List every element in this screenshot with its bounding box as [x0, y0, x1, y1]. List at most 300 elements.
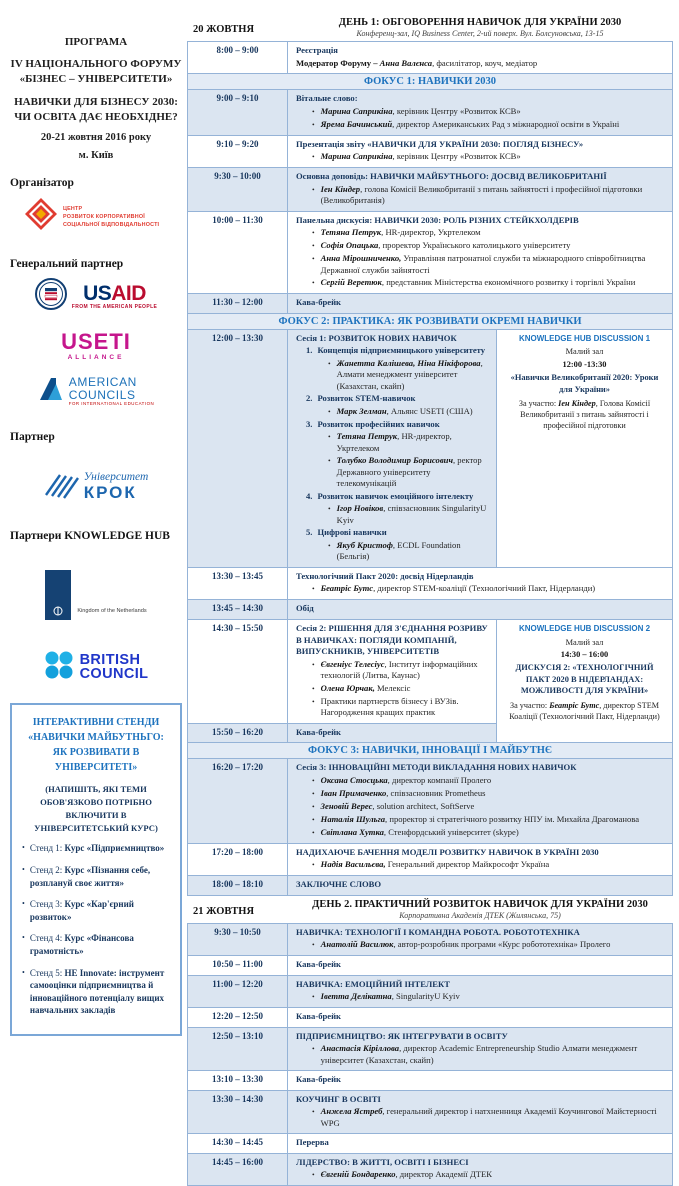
- topic-title: Розвиток професійних навичок: [317, 418, 440, 429]
- bc-line1: BRITISH: [79, 651, 141, 668]
- bullet-icon: •: [312, 827, 315, 837]
- schedule-row: [188, 620, 496, 723]
- speaker-role: , директор STEM Коаліції (Технологічний Пакт, Нідерланди): [509, 700, 660, 721]
- speaker-name: Тетяна Петрук: [320, 227, 382, 238]
- time-cell: 9:10 – 9:20: [188, 136, 288, 168]
- time-cell: 13:45 – 14:30: [188, 600, 288, 619]
- bullet-icon: •: [312, 278, 315, 288]
- bullet-icon: •: [312, 1170, 315, 1180]
- speaker: [321, 991, 460, 1003]
- stands-note: (НАПИШІТЬ, ЯКІ ТЕМИ ОБОВ'ЯЗКОВО ПОТРІБНО ВКЛЮЧИТИ В УНІВЕРСИТЕТСЬКИЙ КУРС): [34, 783, 158, 833]
- stand-course: Курс «Підприємництво»: [64, 843, 165, 854]
- schedule-row: [188, 135, 672, 168]
- focus-label: ФОКУС 1: НАВИЧКИ 2030: [363, 76, 497, 88]
- schedule-row: [188, 567, 672, 600]
- session-title: НАВИЧКА: ТЕХНОЛОГІЇ І КОМАНДНА РОБОТА. РОБОТОТЕХНІКА: [296, 926, 580, 937]
- time-cell: 9:30 – 10:00: [188, 168, 288, 211]
- speaker: [321, 696, 488, 719]
- session-cell: [288, 956, 672, 975]
- session-title: КОУЧИНГ В ОСВІТІ: [296, 1093, 381, 1104]
- general-partner-heading: Генеральний партнер: [10, 258, 124, 271]
- group-rows: [188, 620, 496, 742]
- speaker-item: [296, 1043, 664, 1066]
- speaker-role: , SingularityU Kyiv: [391, 991, 460, 1002]
- topic-number: 5.: [306, 527, 313, 538]
- speaker-name: Марк Зелман: [336, 405, 387, 416]
- session-cell: [288, 620, 496, 723]
- time-cell: 8:00 – 9:00: [188, 42, 288, 73]
- bullet-icon: •: [312, 814, 315, 824]
- kh-prefix: За участю:: [509, 700, 550, 710]
- speaker-item: [296, 431, 488, 454]
- bullet-icon: •: [328, 406, 331, 416]
- speaker-role: , директор STEM-коаліції (Технологічний Пакт, Нідерланди): [373, 583, 596, 594]
- bullet-icon: •: [312, 940, 315, 950]
- speaker-role: , керівник Центру «Розвиток КСВ»: [392, 105, 521, 116]
- krok-line2: КРОК: [83, 482, 137, 502]
- moderator-label: Модератор Форуму –: [296, 57, 380, 68]
- bc-line2: COUNCIL: [79, 666, 149, 683]
- schedule-row: [188, 1027, 672, 1071]
- session-title: Сесія 1: РОЗВИТОК НОВИХ НАВИЧОК: [296, 332, 457, 343]
- time-cell: 13:10 – 13:30: [188, 1071, 288, 1090]
- speaker: [321, 151, 521, 163]
- speaker: [321, 1169, 492, 1181]
- speaker-role: , фасилітатор, коуч, медіатор: [432, 57, 538, 68]
- speaker-name: Жанетта Калішева, Ніна Нікіфорова: [336, 357, 481, 368]
- speaker-item: [296, 827, 664, 839]
- program-label: ПРОГРАМА: [64, 36, 128, 48]
- bullet-icon: •: [22, 865, 25, 875]
- stand-item: [22, 898, 172, 923]
- speaker-item: [296, 227, 664, 239]
- speaker-role: , Стенфордський університет (skype): [383, 826, 519, 837]
- schedule-row: [188, 924, 672, 956]
- schedule-row: [188, 1070, 672, 1090]
- speaker-name: Євгеній Бондаренко: [320, 1169, 396, 1180]
- krok-line1: Університет: [83, 471, 149, 484]
- speaker: [321, 583, 596, 595]
- stand-text: [30, 932, 172, 957]
- session-cell: [288, 294, 672, 313]
- schedule-row: [188, 330, 496, 567]
- numbered-topic: [296, 491, 488, 503]
- csr-logo: [24, 197, 182, 236]
- usaid-logo: [10, 278, 182, 315]
- speaker-role: , ECDL Foundation (Бельгія): [336, 539, 461, 562]
- stand-course: Курс «Кар'єрний розвиток»: [29, 899, 134, 922]
- session-cell: [288, 759, 672, 843]
- schedule-row: [188, 211, 672, 294]
- time-cell: 14:45 – 16:00: [188, 1154, 288, 1186]
- speaker-name: Олена Юрчак,: [320, 682, 375, 693]
- focus-header-row: [188, 73, 672, 89]
- session-cell: [288, 212, 672, 294]
- session-cell: [288, 1091, 672, 1134]
- netherlands-text: Kingdom of the Netherlands: [77, 607, 147, 614]
- speaker-name: Сергій Веретюк: [320, 277, 382, 288]
- schedule-row-group: [188, 619, 672, 742]
- speaker-item: [296, 406, 488, 418]
- speaker-name: Толубко Володимир Борисович: [336, 455, 453, 466]
- kh-participants: [504, 700, 665, 722]
- topic-number: 1.: [306, 345, 313, 356]
- topic-title: Розвиток навичок емоційного інтелекту: [317, 490, 474, 501]
- stand-text: [30, 864, 172, 889]
- speaker: [321, 106, 521, 118]
- kh-partners-heading: Партнери KNOWLEDGE HUB: [10, 529, 170, 542]
- usaid-seal-icon: [35, 278, 67, 315]
- session-title: Реєстрація: [296, 45, 338, 55]
- ac-line1: AMERICAN: [68, 374, 137, 389]
- american-councils-text: [69, 376, 154, 407]
- speaker-name: Анна Мірошниченко,: [320, 253, 402, 264]
- kh-title: «Навички Великобританії 2020: Уроки для України»: [510, 373, 659, 394]
- numbered-topic: [296, 527, 488, 539]
- krok-logo: [10, 469, 182, 504]
- speaker-item: [296, 788, 664, 800]
- session-title: Кава-брейк: [296, 1074, 342, 1085]
- speaker-role: , представник Міністерства економічного розвитку і торгівлі України: [381, 277, 636, 288]
- session-cell: [288, 844, 672, 876]
- kh-time: 12:00 -13:30: [562, 359, 607, 369]
- stand-prefix: Стенд 2:: [29, 865, 65, 876]
- usaid-logo-text: [72, 283, 158, 310]
- group-rows: [188, 330, 496, 567]
- ac-line2: COUNCILS: [68, 387, 136, 402]
- stand-item: [22, 967, 172, 1017]
- bullet-icon: •: [328, 432, 331, 442]
- bullet-icon: •: [328, 540, 331, 550]
- stands-list: [20, 842, 172, 1017]
- bullet-icon: •: [312, 659, 315, 669]
- netherlands-banner-icon: [45, 570, 71, 620]
- speaker-item: [296, 659, 488, 682]
- focus-label: ФОКУС 2: ПРАКТИКА: ЯК РОЗВИВАТИ ОКРЕМІ НАВИЧКИ: [278, 315, 582, 327]
- session-title: ЛІДЕРСТВО: В ЖИТТІ, ОСВІТІ І БІЗНЕСІ: [296, 1156, 469, 1167]
- speaker-name: Марина Саприкіна: [320, 151, 393, 162]
- useti-alliance-text: ALLIANCE: [67, 354, 125, 362]
- focus-label: ФОКУС 3: НАВИЧКИ, ІННОВАЦІЇ І МАЙБУТНЄ: [307, 745, 553, 757]
- bullet-icon: •: [312, 992, 315, 1002]
- day2-venue: Корпоративна Академія ДТЕК (Жилянська, 75): [399, 910, 561, 920]
- speaker: [321, 659, 488, 682]
- useti-logo: [10, 331, 182, 362]
- session-title: Вітальне слово:: [296, 93, 358, 104]
- time-cell: 9:00 – 9:10: [188, 90, 288, 135]
- kh-room: Малий зал: [565, 347, 604, 357]
- session-cell: [288, 1134, 672, 1153]
- speaker-role: , директор компанії Пролего: [387, 774, 492, 785]
- speaker-name: Надія Васильєва,: [320, 859, 386, 870]
- speaker-item: [296, 277, 664, 289]
- speaker-role: Управління патронатної служби та міжнародного співробітництва Державної служби зайнятості: [320, 253, 646, 275]
- session-cell: [288, 600, 672, 619]
- speaker: [321, 184, 664, 207]
- krok-arrow-icon: [44, 469, 80, 504]
- bullet-icon: •: [312, 254, 315, 264]
- speaker-role: , голова Комісії Великобританії з питань зайнятості і професійної підготовки (Великобританія): [320, 183, 643, 206]
- speaker-name: Беатріс Бутс: [320, 583, 374, 594]
- sidebar: [10, 36, 182, 1036]
- speaker-name: Марина Саприкіна: [320, 105, 393, 116]
- speaker-item: [296, 358, 488, 393]
- numbered-topic: [296, 345, 488, 357]
- bullet-icon: •: [312, 228, 315, 238]
- bullet-icon: •: [312, 119, 315, 129]
- knowledge-hub-cell: [496, 330, 672, 567]
- ac-sub: FOR INTERNATIONAL EDUCATION: [68, 401, 155, 407]
- day2-date: 21 ЖОВТНЯ: [193, 905, 255, 917]
- krok-text: [84, 472, 149, 501]
- topic-number: 3.: [306, 418, 313, 429]
- session-title: ЗАКЛЮЧНЕ СЛОВО: [296, 879, 382, 890]
- speaker-item: [296, 240, 664, 252]
- time-cell: 13:30 – 14:30: [188, 1091, 288, 1134]
- focus-header-row: [188, 742, 672, 758]
- kh-heading: KNOWLEDGE HUB DISCUSSION 1: [518, 333, 651, 343]
- speaker: [321, 859, 550, 871]
- speaker: [321, 788, 486, 800]
- speaker-role: , керівник Центру «Розвиток КСВ»: [392, 151, 521, 162]
- stand-item: [22, 864, 172, 889]
- speaker-name: Ігор Новіков: [336, 503, 384, 514]
- speaker: [321, 1043, 664, 1066]
- session-cell: [288, 330, 496, 567]
- speaker-role: , solution architect, SoftServe: [372, 800, 475, 811]
- speaker-name: Світлана Хутка: [320, 826, 384, 837]
- speaker: [321, 119, 620, 131]
- session-cell: [288, 924, 672, 956]
- time-cell: 16:20 – 17:20: [188, 759, 288, 843]
- speaker-item: [296, 939, 664, 951]
- speaker-item: [296, 696, 488, 719]
- usaid-aid: AID: [111, 282, 146, 306]
- speaker-role: , автор-розробник програми «Курс робототехніка» Пролего: [393, 939, 611, 950]
- speaker-role: , директор Американських Рад з міжнародної освіти в Україні: [392, 118, 620, 129]
- usaid-us: US: [83, 282, 112, 306]
- stand-prefix: Стенд 1:: [29, 843, 65, 854]
- speaker: [321, 939, 611, 951]
- bullet-icon: •: [312, 801, 315, 811]
- time-cell: 11:30 – 12:00: [188, 294, 288, 313]
- session-title: Кава-брейк: [296, 959, 342, 970]
- session-cell: [288, 168, 672, 211]
- speaker-role: , проректор Українського католицького університету: [378, 240, 571, 251]
- focus-header-row: [188, 313, 672, 329]
- session-title: Сесія 3: ІННОВАЦІЙНІ МЕТОДИ ВИКЛАДАННЯ НОВИХ НАВИЧОК: [296, 762, 577, 773]
- bullet-icon: •: [312, 860, 315, 870]
- stand-text: [30, 842, 165, 855]
- schedule-row: [188, 42, 672, 73]
- time-cell: 13:30 – 13:45: [188, 568, 288, 600]
- speaker-item: [296, 1106, 664, 1129]
- session-cell: [288, 976, 672, 1008]
- american-councils-icon: [38, 376, 64, 407]
- speaker: [321, 240, 571, 252]
- time-cell: 12:20 – 12:50: [188, 1008, 288, 1027]
- stand-course: Курс «Фінансова грамотність»: [29, 933, 134, 956]
- bullet-icon: •: [312, 788, 315, 798]
- day2-title: ДЕНЬ 2. ПРАКТИЧНИЙ РОЗВИТОК НАВИЧОК ДЛЯ УКРАЇНИ 2030: [312, 898, 648, 910]
- session-title: Кава-брейк: [296, 1011, 342, 1022]
- speaker-item: [296, 991, 664, 1003]
- session-cell: [288, 1008, 672, 1027]
- schedule-row: [188, 167, 672, 211]
- schedule-row: [188, 1090, 672, 1134]
- forum-title: IV НАЦІОНАЛЬНОГО ФОРУМУ «БІЗНЕС – УНІВЕРСИТЕТИ»: [10, 58, 182, 85]
- session-title: Панельна дискусія: НАВИЧКИ 2030: РОЛЬ РІЗНИХ СТЕЙКХОЛДЕРІВ: [296, 214, 579, 225]
- session-title: Кава-брейк: [296, 297, 342, 308]
- speaker-role: , Алмати менеджмент університет (Казахстан, скайп): [336, 357, 483, 391]
- speaker-name: Тетяна Петрук: [336, 431, 398, 442]
- bullet-icon: •: [312, 683, 315, 693]
- british-council-dots-icon: [44, 650, 74, 685]
- bullet-icon: •: [22, 967, 25, 977]
- session-title: Сесія 2: РІШЕННЯ ДЛЯ З'ЄДНАННЯ РОЗРИВУ В НАВИЧКАХ: ПОГЛЯДИ КОМПАНІЙ, ВИПУСКНИКІВ, УНІВЕРСИТЕТІВ: [296, 622, 488, 657]
- speaker-name: Зеновій Верес: [320, 800, 373, 811]
- session-cell: [288, 1071, 672, 1090]
- speaker-name: Іен Кіндер: [320, 183, 361, 194]
- day1-date: 20 ЖОВТНЯ: [193, 24, 255, 35]
- speaker-name: Іветта Делікатна: [320, 991, 392, 1002]
- speaker: [321, 775, 492, 787]
- british-council-text: [80, 653, 149, 682]
- schedule-row: [188, 723, 496, 743]
- session-title: Обід: [296, 603, 314, 614]
- speaker-role: Генеральний директор Майкрософт Україна: [385, 859, 550, 870]
- british-council-logo: [10, 650, 182, 685]
- bullet-icon: •: [312, 696, 315, 706]
- topic-title: Цифрові навички: [317, 527, 387, 538]
- speaker-item: [296, 775, 664, 787]
- kh-title: ДИСКУСІЯ 2: «ТЕХНОЛОГІЧНИЙ ПАКТ 2020 В НІДЕРЛАНДАХ: МОЖЛИВОСТІ ДЛЯ УКРАЇНИ»: [515, 663, 654, 696]
- time-cell: 10:50 – 11:00: [188, 956, 288, 975]
- moderator-line: [296, 58, 664, 70]
- bullet-icon: •: [22, 933, 25, 943]
- stand-text: [30, 967, 172, 1017]
- speaker-item: [296, 503, 488, 526]
- stand-course: Курс «Пізнання себе, розплануй своє життя»: [29, 865, 151, 888]
- day2-info: [287, 899, 673, 920]
- forum-city: м. Київ: [78, 150, 114, 162]
- speaker-role: Мелексіс: [374, 682, 411, 693]
- schedule-row-group: [188, 329, 672, 567]
- time-cell: 17:20 – 18:00: [188, 844, 288, 876]
- schedule-row: [188, 1153, 672, 1186]
- speaker-role: , Альянс USETI (США): [386, 405, 473, 416]
- speaker-item: [296, 683, 488, 695]
- speaker-item: [296, 253, 664, 276]
- session-title: НАВИЧКА: ЕМОЦІЙНИЙ ІНТЕЛЕКТ: [296, 978, 450, 989]
- day1-info: [287, 17, 673, 38]
- time-cell: 14:30 – 14:45: [188, 1134, 288, 1153]
- session-cell: [288, 1028, 672, 1071]
- bullet-icon: •: [312, 241, 315, 251]
- speaker-item: [296, 814, 664, 826]
- kh-participants: [504, 398, 665, 431]
- day1-header: [187, 16, 673, 41]
- stand-course: HE Innovate: інструмент самооцінки підприємництва й інноваційного потенціалу вищих навчальних закладів: [29, 967, 165, 1016]
- speaker: [321, 683, 411, 695]
- speaker-role: , HR-директор, Укртелеком: [336, 431, 452, 453]
- partner-heading: Партнер: [10, 430, 55, 443]
- speaker-name: Софія Опацька: [320, 240, 379, 251]
- schedule-row: [188, 89, 672, 135]
- speaker-item: [296, 801, 664, 813]
- speaker: [337, 455, 488, 490]
- stand-item: [22, 932, 172, 957]
- speaker: [321, 227, 481, 239]
- bullet-icon: •: [312, 584, 315, 594]
- bullet-icon: •: [328, 456, 331, 466]
- speaker-name: Анастасія Кіріллова: [320, 1043, 400, 1054]
- speaker: [321, 1106, 664, 1129]
- speaker-name: Євгеніус Телесіус: [320, 658, 385, 669]
- speaker-role: , проректор зі стратегічного розвитку НПУ ім. Михайла Драгоманова: [385, 813, 640, 824]
- speaker-name: Анжела Ястреб: [320, 1106, 383, 1117]
- speaker-role: , Голова Комісії Великобританії з питань зайнятості і професійної підготовки: [520, 398, 651, 430]
- speaker-item: [296, 184, 664, 207]
- session-title: Основна доповідь: НАВИЧКИ МАЙБУТНЬОГО: ДОСВІД ВЕЛИКОБРИТАНІЇ: [296, 171, 607, 182]
- speaker-name: Анатолій Василюк: [320, 939, 394, 950]
- speaker-role: , Інститут інформаційних технологій (Литва, Каунас): [320, 658, 478, 681]
- speaker: [337, 503, 488, 526]
- kh-heading: KNOWLEDGE HUB DISCUSSION 2: [518, 623, 651, 633]
- stand-prefix: Стенд 5:: [29, 967, 65, 978]
- stand-prefix: Стенд 3:: [29, 899, 65, 910]
- speaker-role: , ректор Державного університету телекомунікацій: [336, 455, 482, 489]
- bullet-icon: •: [312, 1107, 315, 1117]
- stand-item: [22, 842, 172, 855]
- csr-line3: СОЦІАЛЬНОЇ ВІДПОВІДАЛЬНОСТІ: [63, 221, 160, 228]
- session-cell: [288, 90, 672, 135]
- forum-topic: НАВИЧКИ ДЛЯ БІЗНЕСУ 2030: ЧИ ОСВІТА ДАЄ НЕОБХІДНЕ?: [14, 95, 178, 123]
- session-cell: [288, 42, 672, 73]
- schedule-row: [188, 293, 672, 313]
- bullet-icon: •: [312, 775, 315, 785]
- schedule-row: [188, 599, 672, 619]
- csr-line2: РОЗВИТОК КОРПОРАТИВНОЇ: [63, 213, 145, 220]
- speaker: [321, 814, 639, 826]
- speaker: [337, 406, 473, 418]
- speaker-item: [296, 106, 664, 118]
- speaker-item: [296, 151, 664, 163]
- knowledge-hub-cell: [496, 620, 672, 742]
- speaker-item: [296, 1169, 664, 1181]
- schedule-row: [188, 975, 672, 1008]
- speaker-name: Оксана Стосцька: [320, 774, 388, 785]
- schedule-row: [188, 955, 672, 975]
- time-cell: 12:50 – 13:10: [188, 1028, 288, 1071]
- speaker: [321, 253, 664, 276]
- speaker-role: , генеральний директор і натхненниця Академії Коучингової Майстерності WPG: [320, 1106, 657, 1128]
- time-cell: 12:00 – 13:30: [188, 330, 288, 567]
- speaker: [337, 540, 488, 563]
- bullet-icon: •: [22, 843, 25, 853]
- schedule-row: [188, 1007, 672, 1027]
- schedule-column: [187, 16, 673, 1186]
- day2-schedule-table: [187, 923, 673, 1186]
- speaker-name: Якуб Кристоф: [336, 539, 393, 550]
- forum-dates: 20-21 жовтня 2016 року: [40, 132, 152, 144]
- topic-number: 4.: [306, 490, 313, 501]
- usaid-tagline: FROM THE AMERICAN PEOPLE: [71, 304, 158, 311]
- speaker-item: [296, 455, 488, 490]
- speaker-role: , співзасновник SingularityU Kyiv: [336, 503, 487, 525]
- time-cell: 9:30 – 10:50: [188, 924, 288, 956]
- session-title: НАДИХАЮЧЕ БАЧЕННЯ МОДЕЛІ РОЗВИТКУ НАВИЧОК В УКРАЇНІ 2030: [296, 846, 599, 857]
